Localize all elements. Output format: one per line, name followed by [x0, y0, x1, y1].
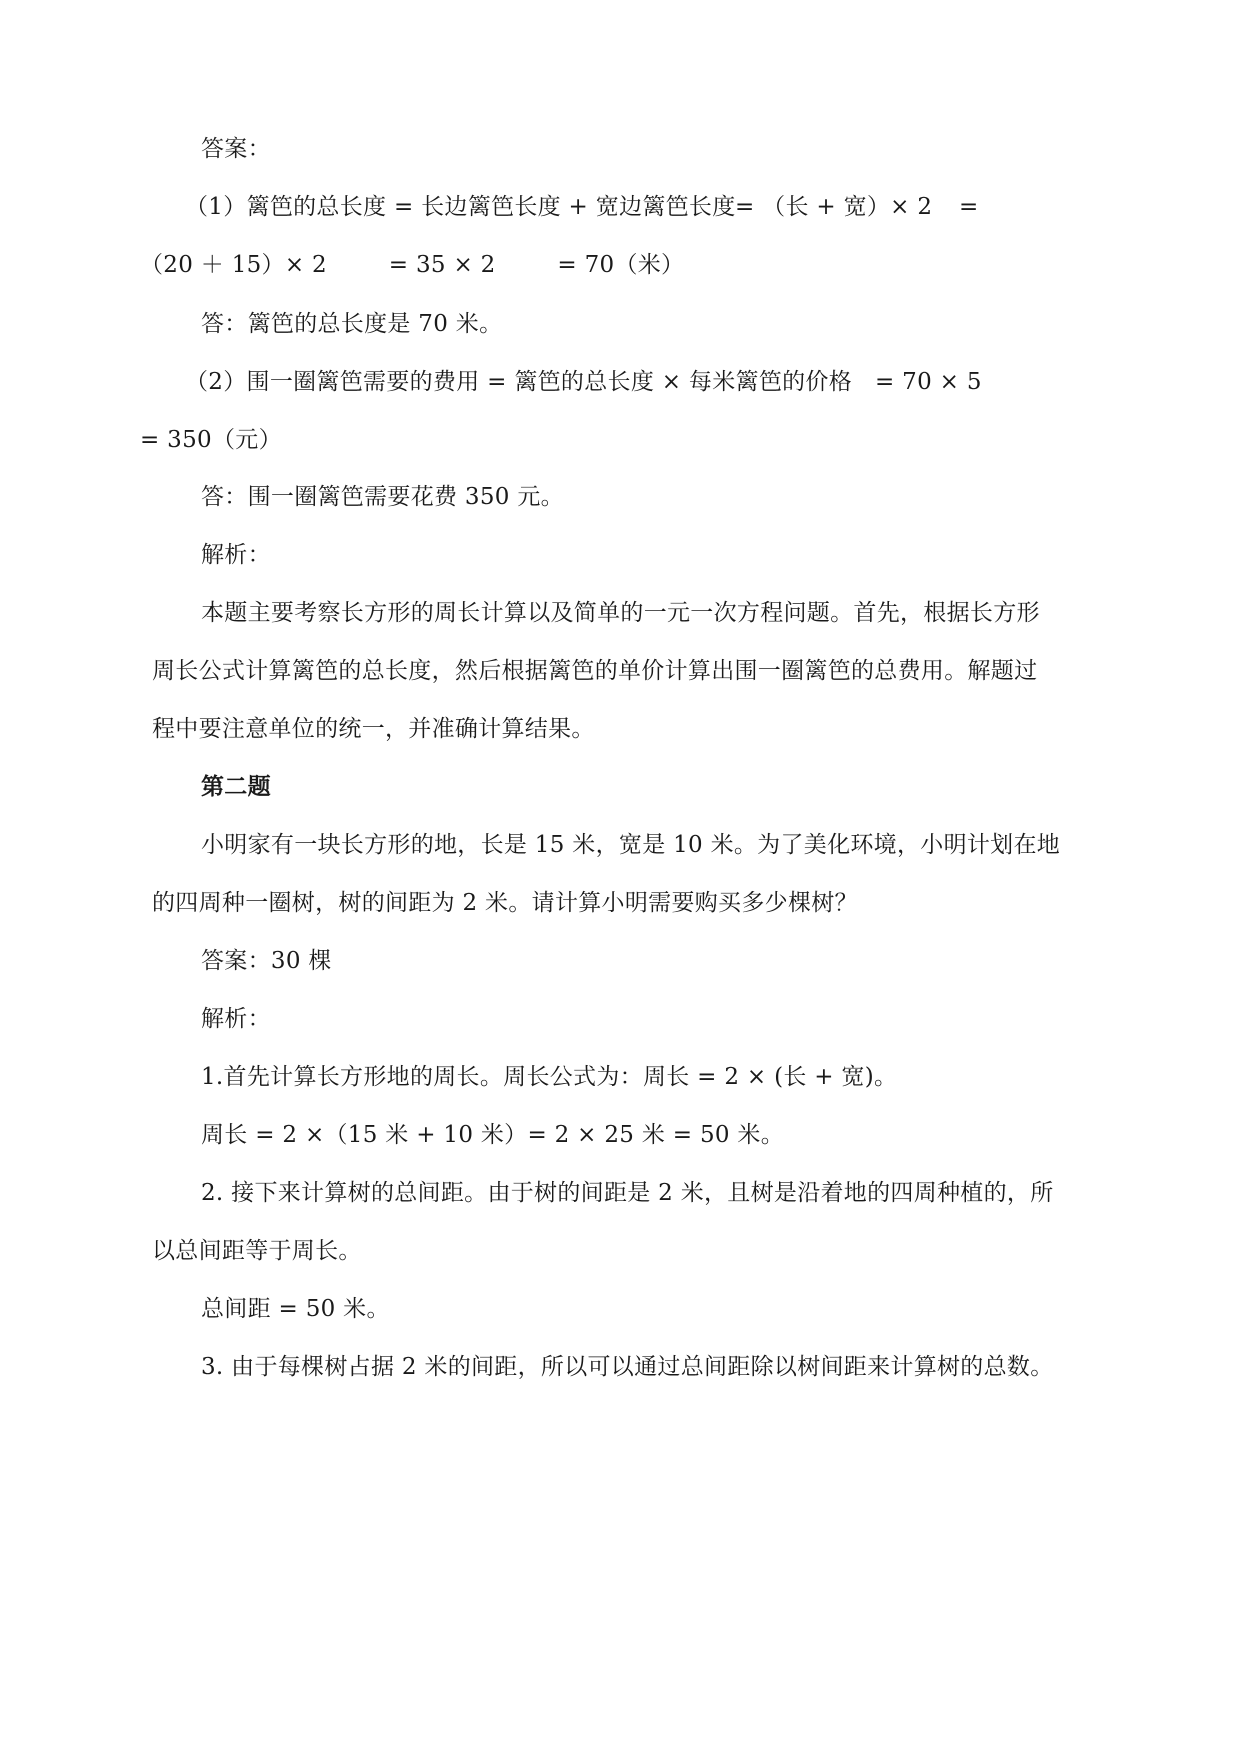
- step1-calc: 周长 = 2 ×（15 米 + 10 米）= 2 × 25 米 = 50 米。: [201, 1122, 785, 1148]
- step2-line2: 以总间距等于周长。: [152, 1238, 362, 1264]
- q2-title: 第二题: [201, 774, 271, 800]
- analysis-1-line2: 周长公式计算篱笆的总长度，然后根据篱笆的单价计算出围一圈篱笆的总费用。解题过: [152, 658, 1038, 684]
- q1-part1-line1-equals: = （长 + 宽）× 2: [735, 194, 933, 220]
- analysis-heading-1: 解析：: [201, 542, 271, 568]
- q2-answer: 答案：30 棵: [201, 948, 332, 974]
- analysis-heading-2: 解析：: [201, 1006, 271, 1032]
- q1-part1-answer: 答：篱笆的总长度是 70 米。: [201, 311, 503, 337]
- step2-line1: 2. 接下来计算树的总间距。由于树的间距是 2 米，且树是沿着地的四周种植的，所: [201, 1180, 1054, 1206]
- step2-calc: 总间距 = 50 米。: [201, 1296, 390, 1322]
- q1-part2-line1-formula: （2）围一圈篱笆需要的费用 = 篱笆的总长度 × 每米篱笆的价格: [185, 369, 853, 395]
- q1-part1-line1-formula: （1）篱笆的总长度 = 长边篱笆长度 + 宽边篱笆长度: [185, 194, 736, 220]
- answer-heading-1: 答案：: [201, 136, 271, 162]
- q1-part1-line1: [185, 192, 1185, 222]
- step3: 3. 由于每棵树占据 2 米的间距，所以可以通过总间距除以树间距来计算树的总数。: [201, 1354, 1054, 1380]
- q2-line2: 的四周种一圈树，树的间距为 2 米。请计算小明需要购买多少棵树？: [152, 890, 858, 916]
- q2-line1: 小明家有一块长方形的地，长是 15 米，宽是 10 米。为了美化环境，小明计划在地: [201, 832, 1061, 858]
- q1-part2-line1: [185, 367, 1185, 397]
- q1-part1-line1-trailing-equals: =: [959, 194, 979, 220]
- q1-part1-line2: （20 ＋ 15）× 2 = 35 × 2 = 70（米）: [140, 252, 685, 278]
- analysis-1-line3: 程中要注意单位的统一，并准确计算结果。: [152, 716, 595, 742]
- step1: 1.首先计算长方形地的周长。周长公式为：周长 = 2 × (长 + 宽)。: [201, 1064, 898, 1090]
- analysis-1-line1: 本题主要考察长方形的周长计算以及简单的一元一次方程问题。首先，根据长方形: [201, 600, 1040, 626]
- q1-part2-line1-calc: = 70 × 5: [875, 369, 982, 395]
- q1-part2-line2: = 350（元）: [140, 427, 282, 453]
- q1-part2-answer: 答：围一圈篱笆需要花费 350 元。: [201, 484, 564, 510]
